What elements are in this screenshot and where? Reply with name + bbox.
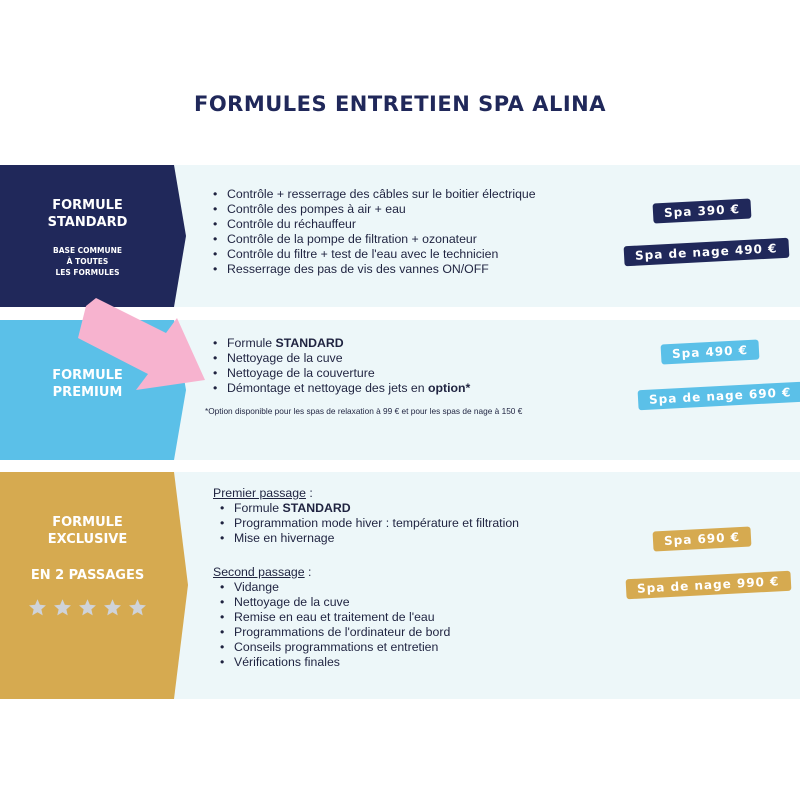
list-item: • Contrôle des pompes à air + eau	[213, 202, 536, 217]
list-item: • Vérifications finales	[220, 655, 450, 670]
exclusive-label-line1: FORMULE	[52, 515, 123, 530]
list-item: • Programmation mode hiver : température et filtration	[220, 516, 519, 531]
list-item: • Nettoyage de la cuve	[213, 351, 470, 366]
premium-price-spa: Spa 490 €	[661, 339, 760, 364]
standard-sub-line3: LES FORMULES	[55, 268, 120, 277]
standard-sub-line1: BASE COMMUNE	[53, 246, 122, 255]
list-item: • Démontage et nettoyage des jets en option*	[213, 381, 470, 396]
list-item: • Contrôle du réchauffeur	[213, 217, 536, 232]
list-item: • Resserrage des pas de vis des vannes ON/OFF	[213, 262, 536, 277]
list-item: • Nettoyage de la cuve	[220, 595, 450, 610]
list-item: • Nettoyage de la couverture	[213, 366, 470, 381]
standard-label-line2: STANDARD	[47, 215, 128, 230]
list-item: • Conseils programmations et entretien	[220, 640, 450, 655]
star-icon	[128, 598, 147, 617]
star-icon	[53, 598, 72, 617]
list-item: • Contrôle + resserrage des câbles sur le boitier électrique	[213, 187, 536, 202]
premium-price-nage: Spa de nage 690 €	[638, 382, 800, 411]
standard-price-spa: Spa 390 €	[653, 198, 752, 223]
list-item: • Contrôle du filtre + test de l'eau avec le technicien	[213, 247, 536, 262]
standard-items-list	[213, 187, 536, 277]
exclusive-price-spa: Spa 690 €	[653, 526, 752, 551]
list-item: • Formule STANDARD	[213, 336, 470, 351]
list-item: • Contrôle de la pompe de filtration + ozonateur	[213, 232, 536, 247]
formule-exclusive-section	[0, 472, 800, 699]
star-icon	[78, 598, 97, 617]
first-passage-list	[220, 501, 519, 546]
exclusive-price-nage: Spa de nage 990 €	[626, 571, 791, 600]
exclusive-label-line2: EXCLUSIVE	[47, 532, 128, 547]
standard-price-nage: Spa de nage 490 €	[624, 238, 789, 267]
premium-label-line1: FORMULE	[52, 368, 123, 383]
standard-sub-line2: À TOUTES	[66, 257, 109, 266]
rating-stars	[28, 598, 147, 617]
second-passage-list	[220, 580, 450, 670]
standard-label-line1: FORMULE	[52, 198, 123, 213]
star-icon	[28, 598, 47, 617]
premium-items-list	[213, 336, 470, 396]
list-item: • Remise en eau et traitement de l'eau	[220, 610, 450, 625]
premium-option-note: *Option disponible pour les spas de relaxation à 99 € et pour les spas de nage à 150 €	[205, 406, 523, 416]
list-item: • Formule STANDARD	[220, 501, 519, 516]
list-item: • Mise en hivernage	[220, 531, 519, 546]
second-passage-heading: Second passage :	[213, 565, 312, 579]
premium-label-line2: PREMIUM	[52, 385, 123, 400]
formule-standard-section	[0, 165, 800, 307]
list-item: • Programmations de l'ordinateur de bord	[220, 625, 450, 640]
star-icon	[103, 598, 122, 617]
first-passage-heading: Premier passage :	[213, 486, 313, 500]
list-item: • Vidange	[220, 580, 450, 595]
exclusive-panel-shape	[0, 472, 190, 699]
exclusive-label-line3: EN 2 PASSAGES	[30, 568, 145, 583]
page-title: FORMULES ENTRETIEN SPA ALINA	[193, 92, 607, 116]
pink-arrow-icon	[78, 298, 213, 393]
